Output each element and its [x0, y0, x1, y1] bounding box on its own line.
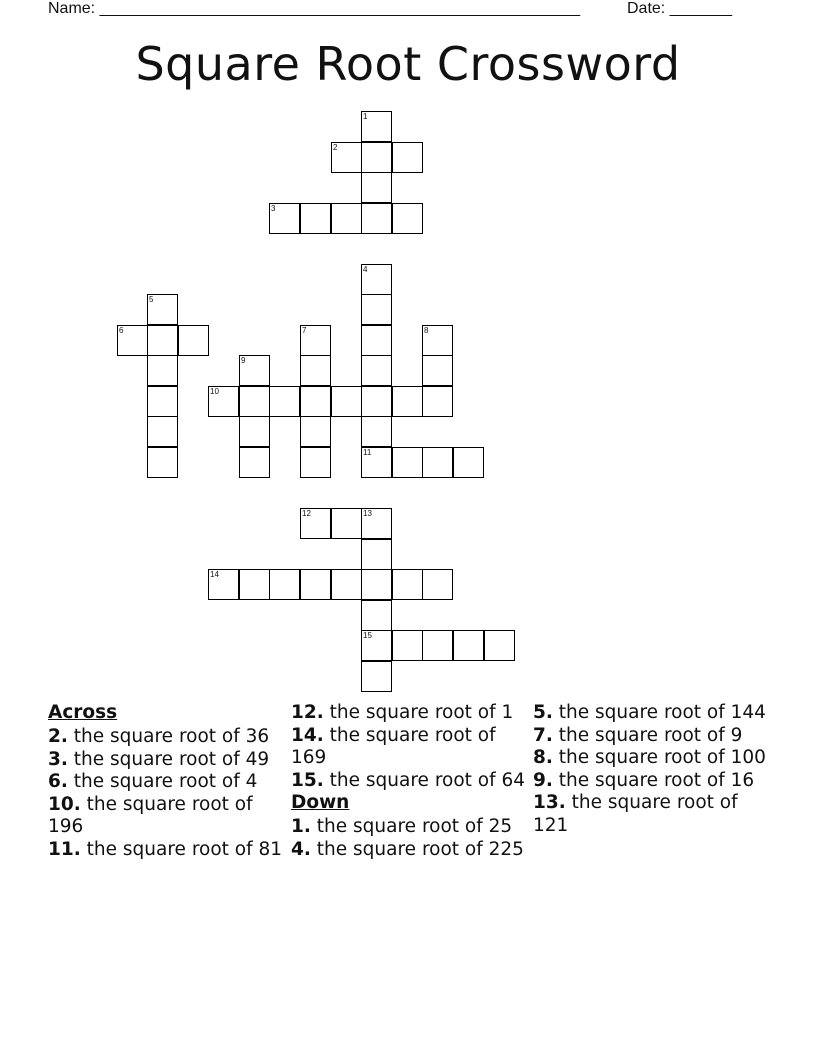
grid-cell[interactable] [392, 630, 423, 661]
across-heading: Across [48, 702, 118, 723]
clue-across-2: 2. the square root of 36 [48, 726, 270, 747]
name-field-label: Name: ______________________________________________________ [48, 0, 581, 17]
grid-cell[interactable] [361, 355, 392, 386]
grid-cell[interactable] [147, 325, 178, 356]
grid-cell[interactable] [300, 447, 331, 478]
grid-cell[interactable] [453, 447, 484, 478]
grid-cell[interactable] [147, 447, 178, 478]
grid-cell[interactable] [300, 416, 331, 447]
grid-cell[interactable] [331, 569, 362, 600]
grid-cell[interactable] [422, 630, 453, 661]
page-title: Square Root Crossword [135, 37, 681, 91]
grid-cell[interactable] [300, 386, 331, 417]
clue-number-7: 7 [302, 326, 307, 335]
clue-down-4: 4. the square root of 225 [291, 838, 524, 860]
clue-down-9: 9. the square root of 16 [533, 769, 755, 791]
grid-cell[interactable] [239, 386, 270, 417]
grid-cell[interactable] [239, 416, 270, 447]
clue-across-6: 6. the square root of 4 [48, 771, 258, 793]
grid-cell[interactable] [392, 447, 423, 478]
grid-cell[interactable] [392, 386, 423, 417]
grid-cell[interactable] [392, 569, 423, 600]
grid-cell[interactable] [331, 508, 362, 539]
grid-cell[interactable] [361, 325, 392, 356]
clue-down-7: 7. the square root of 9 [533, 724, 743, 746]
clue-number-14: 14 [210, 570, 219, 579]
grid-cell[interactable] [300, 569, 331, 600]
clue-down-5: 5. the square root of 144 [533, 702, 766, 723]
grid-cell[interactable] [300, 203, 331, 234]
grid-cell[interactable] [422, 569, 453, 600]
clue-column-3 [533, 702, 773, 838]
clue-across-11: 11. the square root of 81 [48, 838, 283, 860]
clue-number-4: 4 [363, 265, 368, 274]
grid-cell[interactable] [484, 630, 515, 661]
grid-cell[interactable] [422, 386, 453, 417]
date-field-label: Date: _______ [627, 0, 732, 17]
grid-cell[interactable] [361, 569, 392, 600]
grid-cell[interactable] [147, 386, 178, 417]
clue-across-3: 3. the square root of 49 [48, 748, 270, 770]
clue-across-12: 12. the square root of 1 [291, 702, 514, 723]
grid-cell[interactable] [361, 539, 392, 570]
clue-number-9: 9 [241, 356, 246, 365]
grid-cell[interactable] [361, 386, 392, 417]
grid-cell[interactable] [422, 355, 453, 386]
clue-number-12: 12 [302, 509, 311, 518]
clue-down-8: 8. the square root of 100 [533, 747, 766, 769]
clue-number-11: 11 [363, 448, 372, 457]
clue-down-13: 13. the square root of 121 [533, 792, 738, 836]
grid-cell[interactable] [361, 600, 392, 631]
clue-down-1: 1. the square root of 25 [291, 816, 513, 838]
clue-number-3: 3 [271, 204, 276, 213]
grid-cell[interactable] [269, 386, 300, 417]
clue-number-10: 10 [210, 387, 219, 396]
grid-cell[interactable] [453, 630, 484, 661]
grid-cell[interactable] [239, 447, 270, 478]
clue-column-2 [291, 702, 531, 862]
grid-cell[interactable] [392, 203, 423, 234]
grid-cell[interactable] [361, 203, 392, 234]
clue-across-15: 15. the square root of 64 [291, 769, 526, 791]
clue-number-6: 6 [119, 326, 124, 335]
grid-cell[interactable] [361, 416, 392, 447]
clue-across-14: 14. the square root of 169 [291, 724, 496, 769]
clue-number-15: 15 [363, 631, 372, 640]
grid-cell[interactable] [239, 569, 270, 600]
clue-number-13: 13 [363, 509, 372, 518]
clue-across-10: 10. the square root of 196 [48, 793, 253, 838]
clue-number-1: 1 [363, 112, 368, 121]
grid-cell[interactable] [178, 325, 209, 356]
grid-cell[interactable] [422, 447, 453, 478]
down-heading: Down [291, 792, 350, 814]
clue-column-1 [48, 702, 288, 862]
grid-cell[interactable] [361, 661, 392, 692]
grid-cell[interactable] [361, 142, 392, 173]
grid-cell[interactable] [392, 142, 423, 173]
grid-cell[interactable] [300, 355, 331, 386]
grid-cell[interactable] [147, 355, 178, 386]
grid-cell[interactable] [361, 294, 392, 325]
grid-cell[interactable] [331, 203, 362, 234]
grid-cell[interactable] [269, 569, 300, 600]
clue-number-5: 5 [149, 295, 154, 304]
grid-cell[interactable] [147, 416, 178, 447]
grid-cell[interactable] [361, 172, 392, 203]
clue-number-2: 2 [333, 143, 338, 152]
grid-cell[interactable] [331, 386, 362, 417]
clue-number-8: 8 [424, 326, 429, 335]
